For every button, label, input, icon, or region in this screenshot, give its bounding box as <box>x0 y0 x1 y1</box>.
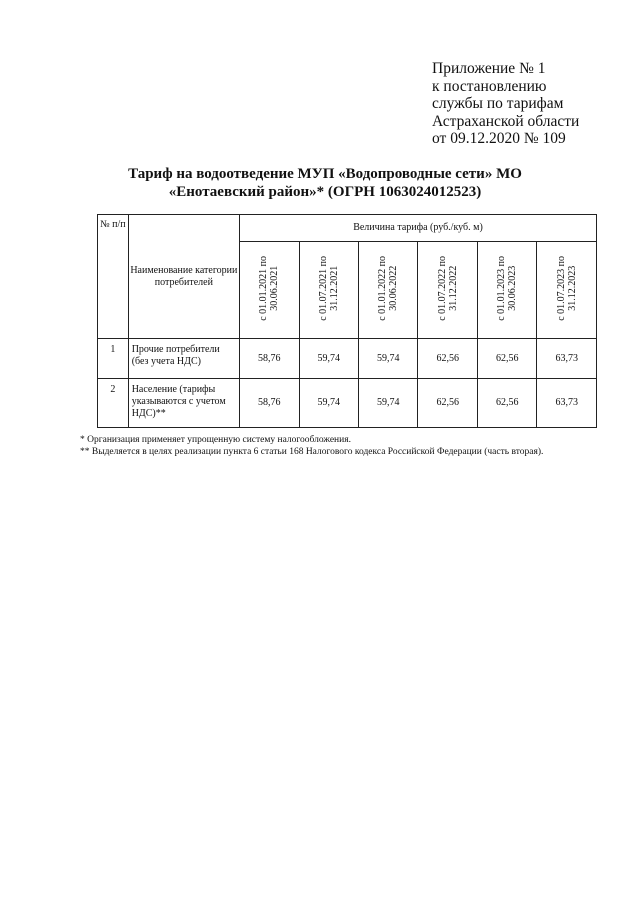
tariff-value: 63,73 <box>537 339 597 379</box>
period-end: 31.12.2023 <box>566 265 578 311</box>
tariff-value: 62,56 <box>418 339 477 379</box>
period-start: с 01.01.2022 по <box>377 255 389 321</box>
tariff-value: 59,74 <box>299 379 358 428</box>
appendix-block <box>432 60 579 148</box>
row-number: 2 <box>98 379 129 428</box>
period-end: 31.12.2021 <box>328 265 340 311</box>
value-header: Величина тарифа (руб./куб. м) <box>240 215 597 242</box>
footnotes <box>80 434 600 458</box>
table-header-row <box>98 215 597 242</box>
period-header <box>418 242 477 339</box>
appendix-line: службы по тарифам <box>432 95 564 112</box>
tariff-value: 62,56 <box>477 339 536 379</box>
title-line-1: Тариф на водоотведение МУП «Водопроводные сети» МО <box>128 166 522 182</box>
tariff-value: 58,76 <box>240 339 299 379</box>
period-start: с 01.07.2023 по <box>555 255 567 321</box>
table-row <box>98 339 597 379</box>
row-category: Прочие потребители (без учета НДС) <box>128 339 239 379</box>
tariff-value: 59,74 <box>299 339 358 379</box>
table-row <box>98 379 597 428</box>
tariff-value: 63,73 <box>537 379 597 428</box>
title-line-2: «Енотаевский район»* (ОГРН 1063024012523) <box>168 184 482 200</box>
period-start: с 01.07.2022 по <box>436 255 448 321</box>
period-end: 31.12.2022 <box>447 265 459 311</box>
period-start: с 01.01.2023 по <box>496 255 508 321</box>
period-header <box>537 242 597 339</box>
tariff-value: 59,74 <box>358 379 417 428</box>
period-start: с 01.07.2021 по <box>317 255 329 321</box>
appendix-line: к постановлению <box>432 77 547 95</box>
row-category: Население (тарифы указываются с учетом НДС)** <box>128 379 239 428</box>
appendix-line: Приложение № 1 <box>432 60 546 77</box>
period-header <box>358 242 417 339</box>
tariff-value: 62,56 <box>418 379 477 428</box>
period-start: с 01.01.2021 по <box>258 255 270 321</box>
period-end: 30.06.2021 <box>269 265 281 311</box>
category-header: Наименование категории потребителей <box>128 215 239 339</box>
tariff-value: 59,74 <box>358 339 417 379</box>
tariff-table <box>97 214 597 428</box>
tariff-value: 62,56 <box>477 379 536 428</box>
period-end: 30.06.2022 <box>388 265 400 311</box>
period-header <box>240 242 299 339</box>
footnote-2: ** Выделяется в целях реализации пункта 6 статьи 168 Налогового кодекса Российской Федерации (часть вторая). <box>80 447 544 457</box>
footnote-1: * Организация применяет упрощенную систему налогообложения. <box>80 435 351 445</box>
tariff-value: 58,76 <box>240 379 299 428</box>
document-title <box>90 165 560 201</box>
row-number: 1 <box>98 339 129 379</box>
appendix-line: от 09.12.2020 № 109 <box>432 130 566 147</box>
period-header <box>477 242 536 339</box>
period-end: 30.06.2023 <box>507 265 519 311</box>
period-header <box>299 242 358 339</box>
num-header: № п/п <box>98 215 129 339</box>
appendix-line: Астраханской области <box>432 112 580 130</box>
